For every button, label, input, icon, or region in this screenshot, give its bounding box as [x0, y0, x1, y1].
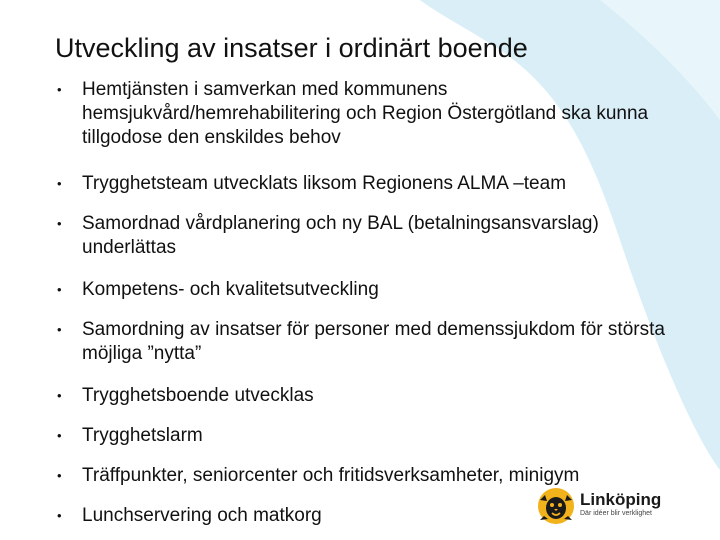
bullet-marker: •: [57, 428, 62, 443]
bullet-text: Trygghetsteam utvecklats liksom Regionens ALMA –team: [82, 173, 567, 194]
bullet-item: [57, 78, 687, 150]
bullet-marker: •: [57, 388, 62, 403]
bullet-marker: •: [57, 508, 62, 523]
bullet-text: Hemtjänsten i samverkan med kommunens hemsjukvård/hemrehabilitering och Region Östergötland ska kunna tillgodose den enskildes behov: [82, 79, 649, 148]
bullet-item: [57, 384, 687, 408]
bullet-item: [57, 212, 687, 260]
bullet-marker: •: [57, 322, 62, 337]
bullet-marker: •: [57, 216, 62, 231]
logo-tagline: Där idéer blir verklighet: [580, 510, 652, 517]
bullet-marker: •: [57, 82, 62, 97]
bullet-text: Lunchservering och matkorg: [82, 505, 322, 526]
bullet-marker: •: [57, 176, 62, 191]
linkoping-logo: [536, 486, 676, 528]
bullet-text: Samordning av insatser för personer med demenssjukdom för största möjliga ”nytta”: [82, 319, 665, 364]
bullet-marker: •: [57, 282, 62, 297]
bullet-list: [57, 78, 687, 528]
logo-wordmark: Linköping: [580, 490, 662, 509]
bullet-text: Kompetens- och kvalitetsutveckling: [82, 279, 379, 300]
lion-head-icon: [536, 486, 576, 526]
bullet-item: [57, 278, 687, 302]
bullet-text: Trygghetsboende utvecklas: [82, 385, 314, 406]
slide-title: Utveckling av insatser i ordinärt boende: [55, 33, 528, 63]
bullet-item: [57, 464, 687, 488]
bullet-item: [57, 172, 687, 196]
bullet-item: [57, 318, 687, 366]
bullet-text: Samordnad vårdplanering och ny BAL (betalningsansvarslag) underlättas: [82, 213, 599, 258]
bullet-text: Träffpunkter, seniorcenter och fritidsverksamheter, minigym: [82, 465, 580, 486]
bullet-item: [57, 424, 687, 448]
bullet-marker: •: [57, 468, 62, 483]
bullet-text: Trygghetslarm: [82, 425, 203, 446]
